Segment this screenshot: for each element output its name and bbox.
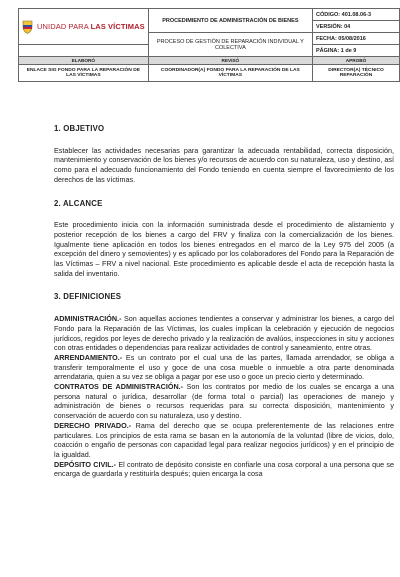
process-subtitle: PROCESO DE GESTIÓN DE REPARACIÓN INDIVIDUAL Y COLECTIVA (148, 33, 312, 57)
name-reviso: COORDINADOR(A) FONDO PARA LA REPARACIÓN DE LAS VÍCTIMAS (148, 65, 312, 82)
colombia-shield-icon (22, 20, 33, 34)
logo-spacer (19, 45, 149, 57)
definition-item (54, 314, 394, 353)
definition-term: CONTRATOS DE ADMINISTRACIÓN.- (54, 382, 184, 392)
definition-item (54, 460, 394, 479)
document-header (18, 8, 400, 82)
unidad-victimas-logo (22, 20, 145, 34)
definition-text: El contrato de depósito consiste en confiarle una cosa corporal a una persona que se encarga de guardarla y restituirla después; quien encarga la cosa (54, 459, 394, 479)
definition-text: Es un contrato por el cual una de las partes, llamada arrendador, se obliga a transferir temporalmente el uso y goce de una cosa mueble o inmueble a otra parte denominada arrendataria, quien a su vez se obliga a pagar por ese uso o goce un precio cierto y determinado. (54, 352, 394, 382)
definition-item (54, 353, 394, 382)
section-title: 3. DEFINICIONES (54, 292, 122, 302)
name-elaboro: ENLACE SIG FONDO PARA LA REPARACIÓN DE LAS VÍCTIMAS (19, 65, 149, 82)
section-objetivo (54, 124, 394, 185)
section-text: Este procedimiento inicia con la información suministrada desde el procedimiento de alistamiento y posterior recepción de los bienes a cargo del FRV y finaliza con la comercialización de los bienes. Igualmente tiene aplicación en todos los bienes entregados en el marco de la Ley 975 del 2005 (a excepción del dinero y semovientes) y es aplicado por los colaboradores del Fondo para la Reparación de las Víctimas – FRV a nivel nacional. Este procedimiento es aplicable desde el acta de recepción hasta la salida del inventario. (54, 220, 394, 278)
page-number: PÁGINA: 1 de 9 (313, 45, 400, 57)
definition-item (54, 382, 394, 421)
definition-term: ARRENDAMIENTO.- (54, 352, 123, 362)
role-aprobo: APROBÓ (313, 57, 400, 65)
role-elaboro: ELABORÓ (19, 57, 149, 65)
definition-item (54, 421, 394, 460)
section-alcance (54, 199, 394, 279)
document-code: CÓDIGO: 401.08.06-3 (313, 9, 400, 21)
document-version: VERSIÓN: 04 (313, 21, 400, 33)
section-definiciones (54, 292, 394, 479)
section-title: 2. ALCANCE (54, 198, 103, 208)
definition-text: Son los contratos por medio de los cuales se encarga a una persona natural o jurídica, desarrollar (de forma total o parcial) las operaciones de manejo y administración de bienes o recursos requeridas para su correcta disposición, mantenimiento y conservación de acuerdo con su naturaleza, uso y destino. (54, 382, 395, 421)
logo-cell (19, 9, 149, 45)
definition-term: DERECHO PRIVADO.- (54, 420, 132, 430)
definition-text: Son aquellas acciones tendientes a conservar y administrar los bienes, a cargo del Fondo para la Reparación de las Víctimas, los cuales implican la celebración y ejecución de negocios jurídicos, regidos por leyes de derecho privado y la realización de avalúos, inspecciones in situ y acciones con otras entidades o dependencias para realizar actividades de control y saneamiento, entre otras. (54, 314, 394, 353)
definition-text: Rama del derecho que se ocupa preferentemente de las relaciones entre particulares. Los principios de esta rama se basan en la autonomía de la voluntad (libre de vicios, dolo, coacción o engaño de personas con capacidad legal para realizar negocios jurídicos) y en el principio de la igualdad. (54, 420, 394, 459)
definition-term: DEPÓSITO CIVIL.- (54, 459, 117, 469)
section-text: Establecer las actividades necesarias para garantizar la adecuada rentabilidad, correcta disposición, mantenimiento y conservación de los bienes y/o recursos de acuerdo con su naturaleza, uso y destino, así como para el adecuado funcionamiento del Fondo teniendo en cuenta siempre el favorecimiento de los derechos de las víctimas. (54, 145, 394, 184)
definition-term: ADMINISTRACIÓN.- (54, 314, 122, 324)
role-reviso: REVISÓ (148, 57, 312, 65)
section-title: 1. OBJETIVO (54, 124, 105, 133)
name-aprobo: DIRECTOR(A) TÉCNICO REPARACIÓN (313, 65, 400, 82)
document-date: FECHA: 05/08/2016 (313, 33, 400, 45)
document-title: PROCEDIMIENTO DE ADMINISTRACIÓN DE BIENES (148, 9, 312, 33)
document-body (54, 124, 394, 479)
logo-text: UNIDAD PARA LAS VÍCTIMAS (37, 22, 145, 31)
